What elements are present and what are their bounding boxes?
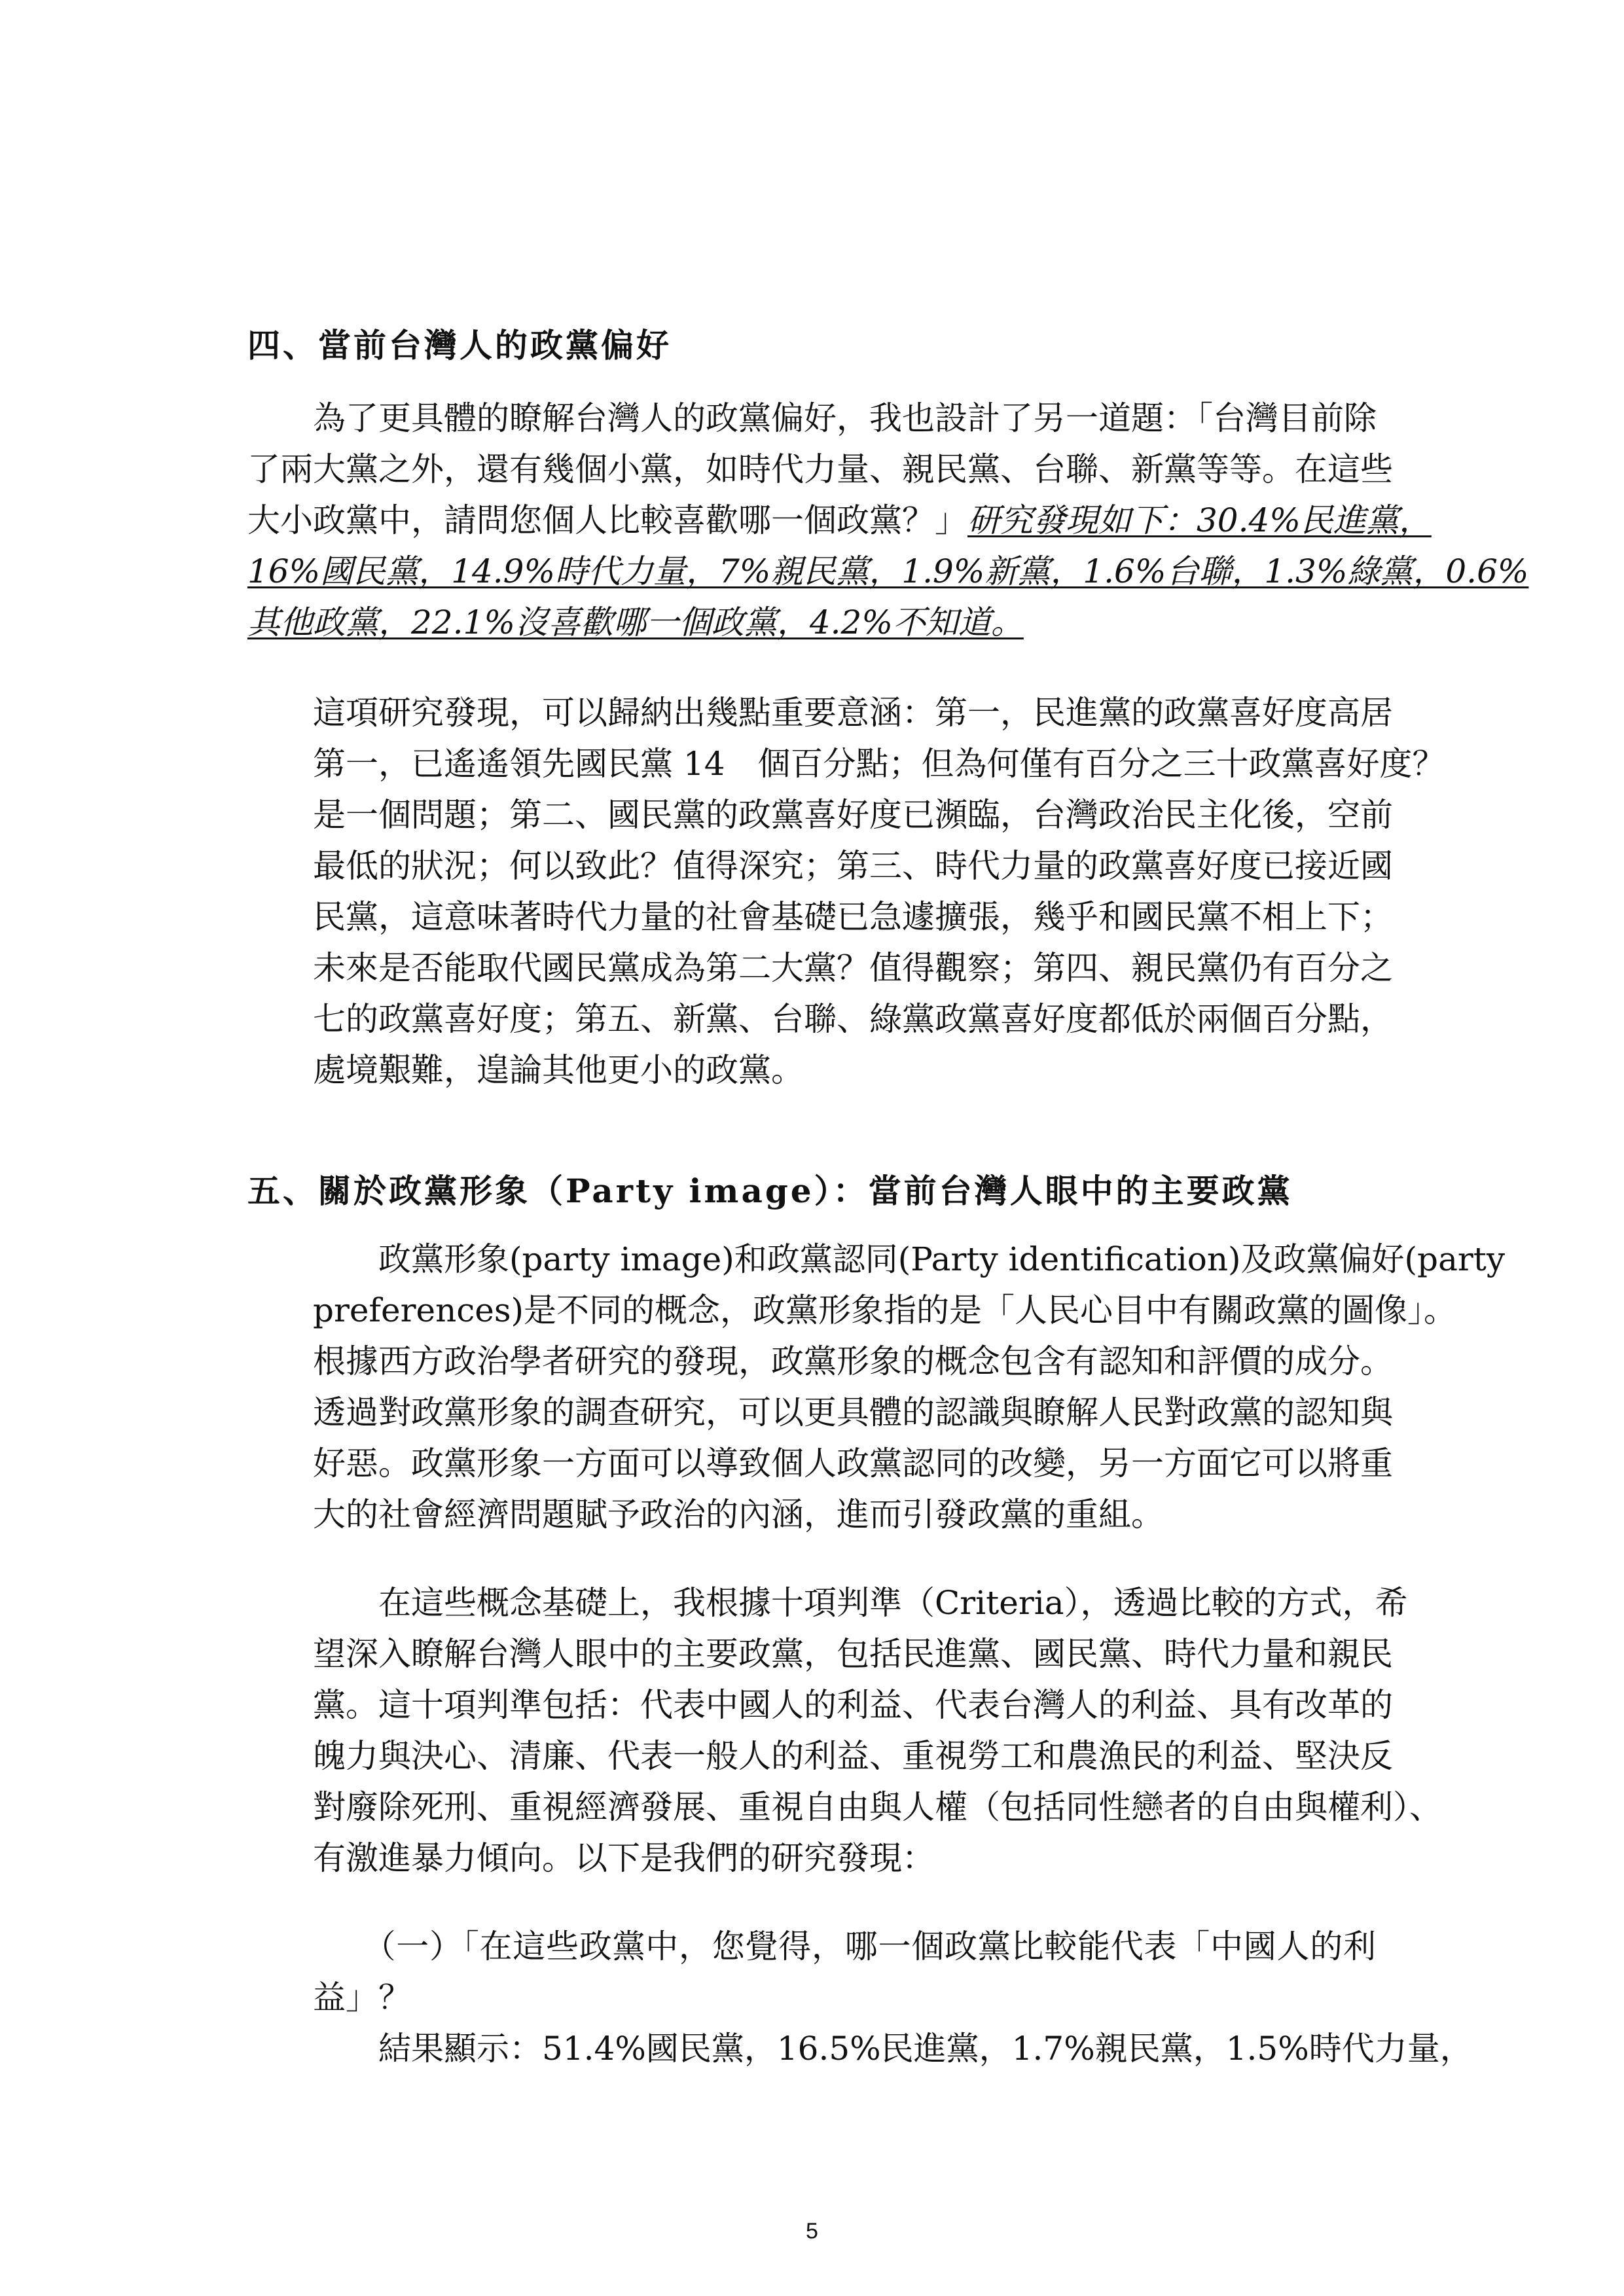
text-line: 望深入瞭解台灣人眼中的主要政黨，包括民進黨、國民黨、時代力量和親民 xyxy=(313,1635,1393,1673)
text-line: 根據西方政治學者研究的發現，政黨形象的概念包含有認知和評價的成分。 xyxy=(313,1342,1393,1380)
text-line: 了兩大黨之外，還有幾個小黨，如時代力量、親民黨、台聯、新黨等等。在這些 xyxy=(247,450,1393,488)
text-line: 是一個問題；第二、國民黨的政黨喜好度已瀕臨，台灣政治民主化後，空前 xyxy=(313,796,1393,834)
section-5-paragraph-1 xyxy=(313,1234,1506,1540)
page-number: 5 xyxy=(806,2219,818,2244)
text-line: （一）「在這些政黨中，您覺得，哪一個政黨比較能代表「中國人的利 xyxy=(313,1928,1376,1965)
research-finding-line: 其他政黨，22.1%沒喜歡哪一個政黨，4.2%不知道。 xyxy=(247,603,1024,641)
text-line: 最低的狀況；何以致此？值得深究；第三、時代力量的政黨喜好度已接近國 xyxy=(313,847,1393,885)
text-line: 在這些概念基礎上，我根據十項判準（Criteria），透過比較的方式，希 xyxy=(313,1584,1408,1622)
section-5-paragraph-2 xyxy=(313,1577,1442,1884)
text-line: 七的政黨喜好度；第五、新黨、台聯、綠黨政黨喜好度都低於兩個百分點， xyxy=(313,1000,1393,1038)
text-line: 益」？ xyxy=(313,1979,411,2017)
survey-question-1 xyxy=(313,1921,1376,2023)
text-line: 為了更具體的瞭解台灣人的政黨偏好，我也設計了另一道題：「台灣目前除 xyxy=(247,399,1377,437)
text-line: 第一，已遙遙領先國民黨 14 個百分點；但為何僅有百分之三十政黨喜好度？ xyxy=(313,745,1445,783)
text-line xyxy=(247,495,1432,546)
text-line: 黨。這十項判準包括：代表中國人的利益、代表台灣人的利益、具有改革的 xyxy=(313,1686,1393,1724)
text-line: 透過對政黨形象的調查研究，可以更具體的認識與瞭解人民對政黨的認知與 xyxy=(313,1393,1393,1431)
text-line: 未來是否能取代國民黨成為第二大黨？值得觀察；第四、親民黨仍有百分之 xyxy=(313,949,1393,987)
text-line: 好惡。政黨形象一方面可以導致個人政黨認同的改變，另一方面它可以將重 xyxy=(313,1444,1393,1482)
text-line: 有激進暴力傾向。以下是我們的研究發現： xyxy=(313,1839,935,1877)
section-4-paragraph-2 xyxy=(313,687,1445,1096)
text-line: preferences)是不同的概念，政黨形象指的是「人民心目中有關政黨的圖像」。 xyxy=(313,1291,1457,1329)
text-line: 處境艱難，遑論其他更小的政黨。 xyxy=(313,1051,804,1089)
question-text: 大小政黨中，請問您個人比較喜歡哪一個政黨？」 xyxy=(247,501,967,539)
survey-result-1 xyxy=(313,2023,1473,2074)
text-line: 結果顯示：51.4%國民黨，16.5%民進黨，1.7%親民黨，1.5%時代力量， xyxy=(313,2030,1473,2068)
section-4-heading: 四、當前台灣人的政黨偏好 xyxy=(247,326,672,365)
text-line: 魄力與決心、清廉、代表一般人的利益、重視勞工和農漁民的利益、堅決反 xyxy=(313,1737,1393,1775)
research-finding-line: 16%國民黨，14.9%時代力量，7%親民黨，1.9%新黨，1.6%台聯，1.3%綠黨，0.6% xyxy=(247,552,1529,590)
text-line: 對廢除死刑、重視經濟發展、重視自由與人權（包括同性戀者的自由與權利）、 xyxy=(313,1788,1442,1826)
text-line: 大的社會經濟問題賦予政治的內涵，進而引發政黨的重組。 xyxy=(313,1496,1164,1534)
section-5-heading: 五、關於政黨形象（Party image）：當前台灣人眼中的主要政黨 xyxy=(247,1172,1293,1210)
text-line: 政黨形象(party image)和政黨認同(Party identification)及政黨偏好(party xyxy=(313,1240,1506,1278)
text-line: 民黨，這意味著時代力量的社會基礎已急遽擴張，幾乎和國民黨不相上下； xyxy=(313,898,1393,936)
text-line: 這項研究發現，可以歸納出幾點重要意涵：第一，民進黨的政黨喜好度高居 xyxy=(313,694,1393,732)
section-4-paragraph-1 xyxy=(247,393,1529,648)
research-finding-text: 研究發現如下：30.4%民進黨， xyxy=(967,501,1432,539)
